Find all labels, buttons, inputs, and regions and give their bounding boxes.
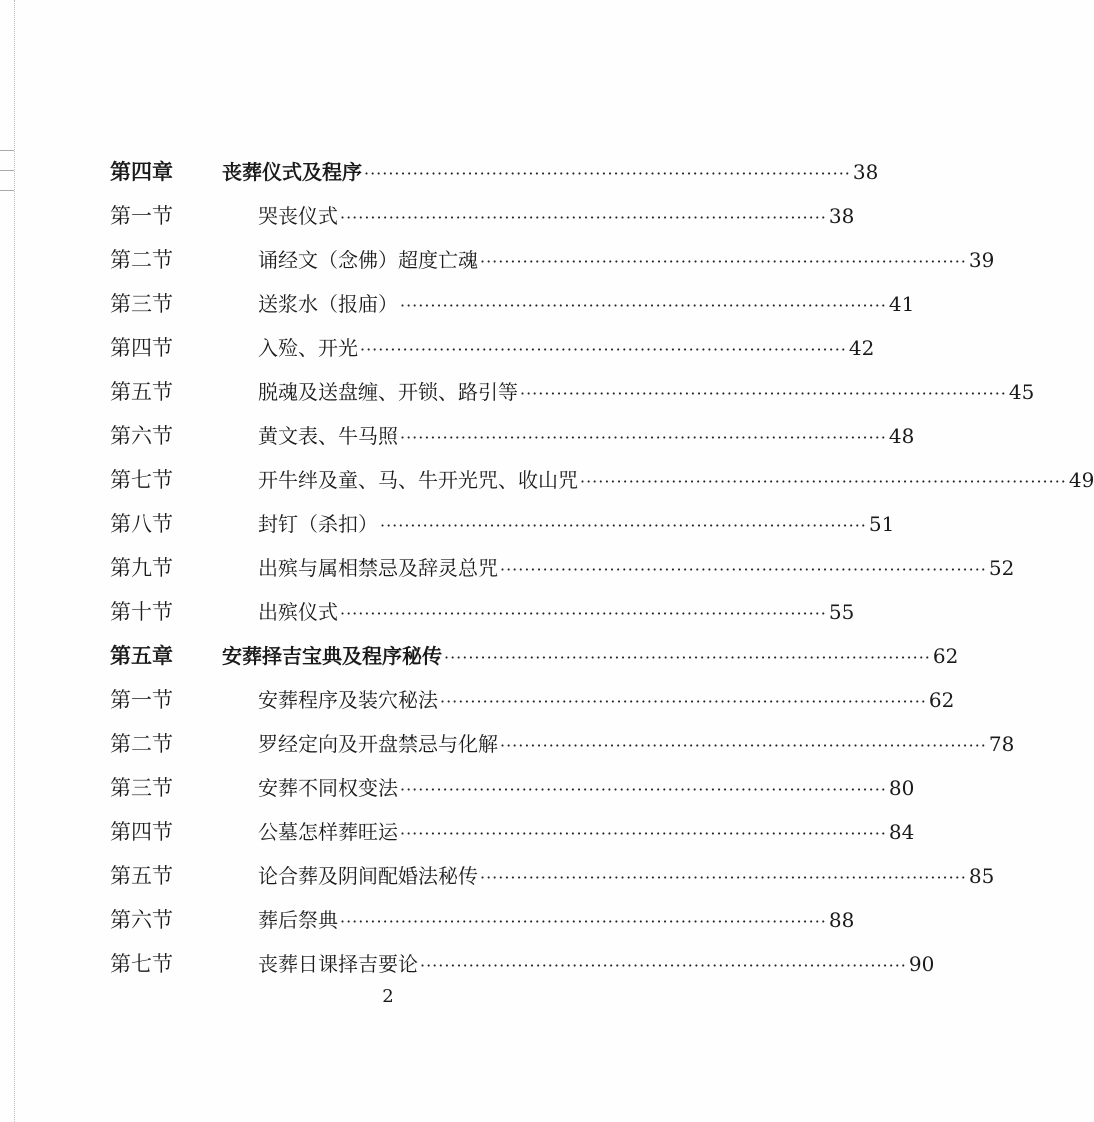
toc-label: 第十节	[110, 600, 173, 624]
toc-section-row	[0, 722, 1015, 766]
dot-leader: ················································································	[420, 956, 907, 975]
dot-leader: ················································································	[400, 824, 887, 843]
dot-leader: ················································································	[400, 780, 887, 799]
toc-label: 第五节	[110, 380, 173, 404]
toc-page-number: 88	[828, 908, 855, 932]
toc-title: 安葬程序及装穴秘法	[258, 688, 438, 712]
toc-entry	[258, 282, 915, 328]
toc-section-row	[0, 942, 935, 986]
toc-entry	[258, 678, 955, 724]
toc-entry	[258, 370, 1035, 416]
toc-entry	[258, 414, 915, 460]
toc-title: 入殓、开光	[258, 336, 358, 360]
toc-title: 葬后祭典	[258, 908, 338, 932]
toc-page-number: 48	[888, 424, 915, 448]
dot-leader: ················································································	[580, 472, 1067, 491]
toc-section-row	[0, 458, 1094, 502]
toc-label: 第四章	[110, 159, 173, 184]
toc-label: 第二节	[110, 732, 173, 756]
toc-page-number: 62	[928, 688, 955, 712]
toc-title: 出殡与属相禁忌及辞灵总咒	[258, 556, 498, 580]
toc-page-number: 51	[868, 512, 895, 536]
toc-title: 安葬择吉宝典及程序秘传	[222, 644, 442, 668]
dot-leader: ················································································	[400, 296, 887, 315]
dot-leader: ················································································	[380, 516, 867, 535]
dot-leader: ················································································	[340, 604, 827, 623]
toc-section-row	[0, 854, 995, 898]
toc-page-number: 38	[852, 160, 879, 184]
toc-title: 诵经文（念佛）超度亡魂	[258, 248, 478, 272]
dot-leader: ················································································	[520, 384, 1007, 403]
toc-section-row	[0, 370, 1035, 414]
toc-label: 第一节	[110, 204, 173, 228]
toc-label: 第八节	[110, 512, 173, 536]
toc-entry	[222, 634, 959, 680]
toc-section-row	[0, 546, 1015, 590]
toc-label: 第四节	[110, 820, 173, 844]
toc-label: 第六节	[110, 424, 173, 448]
toc-title: 封钉（杀扣）	[258, 512, 378, 536]
toc-section-row	[0, 414, 915, 458]
dot-leader: ················································································	[500, 736, 987, 755]
page-number: 2	[382, 986, 394, 1007]
toc-label: 第三节	[110, 292, 173, 316]
toc-entry	[258, 766, 915, 812]
toc-chapter-row	[0, 150, 879, 194]
toc-title: 罗经定向及开盘禁忌与化解	[258, 732, 498, 756]
toc-page-number: 41	[888, 292, 915, 316]
toc-entry	[258, 722, 1015, 768]
toc-section-row	[0, 766, 915, 810]
toc-entry	[258, 546, 1015, 592]
toc-section-row	[0, 502, 895, 546]
toc-entry	[258, 458, 1094, 504]
toc-entry	[258, 326, 875, 372]
toc-label: 第七节	[110, 468, 173, 492]
toc-section-row	[0, 194, 855, 238]
dot-leader: ················································································	[364, 164, 851, 183]
toc-label: 第三节	[110, 776, 173, 800]
toc-title: 黄文表、牛马照	[258, 424, 398, 448]
toc-title: 安葬不同权变法	[258, 776, 398, 800]
toc-page-number: 80	[888, 776, 915, 800]
dot-leader: ················································································	[480, 868, 967, 887]
toc-entry	[258, 854, 995, 900]
toc-entry	[258, 194, 855, 240]
toc-title: 公墓怎样葬旺运	[258, 820, 398, 844]
toc-title: 论合葬及阴间配婚法秘传	[258, 864, 478, 888]
toc-label: 第九节	[110, 556, 173, 580]
toc-title: 丧葬日课择吉要论	[258, 952, 418, 976]
toc-entry	[258, 238, 995, 284]
toc-page-number: 84	[888, 820, 915, 844]
toc-page-number: 39	[968, 248, 995, 272]
toc-page-number: 38	[828, 204, 855, 228]
toc-entry	[258, 942, 935, 988]
toc-entry	[258, 590, 855, 636]
dot-leader: ················································································	[500, 560, 987, 579]
toc-page-number: 62	[932, 644, 959, 668]
toc-page-number: 55	[828, 600, 855, 624]
table-of-contents	[0, 150, 1094, 986]
toc-label: 第五节	[110, 864, 173, 888]
dot-leader: ················································································	[340, 208, 827, 227]
toc-section-row	[0, 326, 875, 370]
toc-page-number: 45	[1008, 380, 1035, 404]
toc-label: 第五章	[110, 643, 173, 668]
dot-leader: ················································································	[340, 912, 827, 931]
toc-chapter-row	[0, 634, 959, 678]
toc-page-number: 78	[988, 732, 1015, 756]
toc-entry	[258, 898, 855, 944]
toc-title: 丧葬仪式及程序	[222, 160, 362, 184]
toc-entry	[258, 810, 915, 856]
toc-section-row	[0, 810, 915, 854]
toc-label: 第二节	[110, 248, 173, 272]
toc-label: 第四节	[110, 336, 173, 360]
toc-label: 第一节	[110, 688, 173, 712]
toc-page-number: 90	[908, 952, 935, 976]
dot-leader: ················································································	[360, 340, 847, 359]
toc-entry	[222, 150, 879, 196]
dot-leader: ················································································	[400, 428, 887, 447]
toc-section-row	[0, 282, 915, 326]
dot-leader: ················································································	[444, 648, 931, 667]
toc-section-row	[0, 238, 995, 282]
toc-section-row	[0, 590, 855, 634]
toc-label: 第七节	[110, 952, 173, 976]
toc-page-number: 49	[1068, 468, 1094, 492]
toc-title: 开牛绊及童、马、牛开光咒、收山咒	[258, 468, 578, 492]
toc-entry	[258, 502, 895, 548]
toc-title: 脱魂及送盘缠、开锁、路引等	[258, 380, 518, 404]
toc-title: 哭丧仪式	[258, 204, 338, 228]
toc-page-number: 52	[988, 556, 1015, 580]
toc-page-number: 42	[848, 336, 875, 360]
dot-leader: ················································································	[480, 252, 967, 271]
toc-label: 第六节	[110, 908, 173, 932]
toc-section-row	[0, 898, 855, 942]
toc-page-number: 85	[968, 864, 995, 888]
toc-title: 出殡仪式	[258, 600, 338, 624]
dot-leader: ················································································	[440, 692, 927, 711]
toc-title: 送浆水（报庙）	[258, 292, 398, 316]
toc-section-row	[0, 678, 955, 722]
